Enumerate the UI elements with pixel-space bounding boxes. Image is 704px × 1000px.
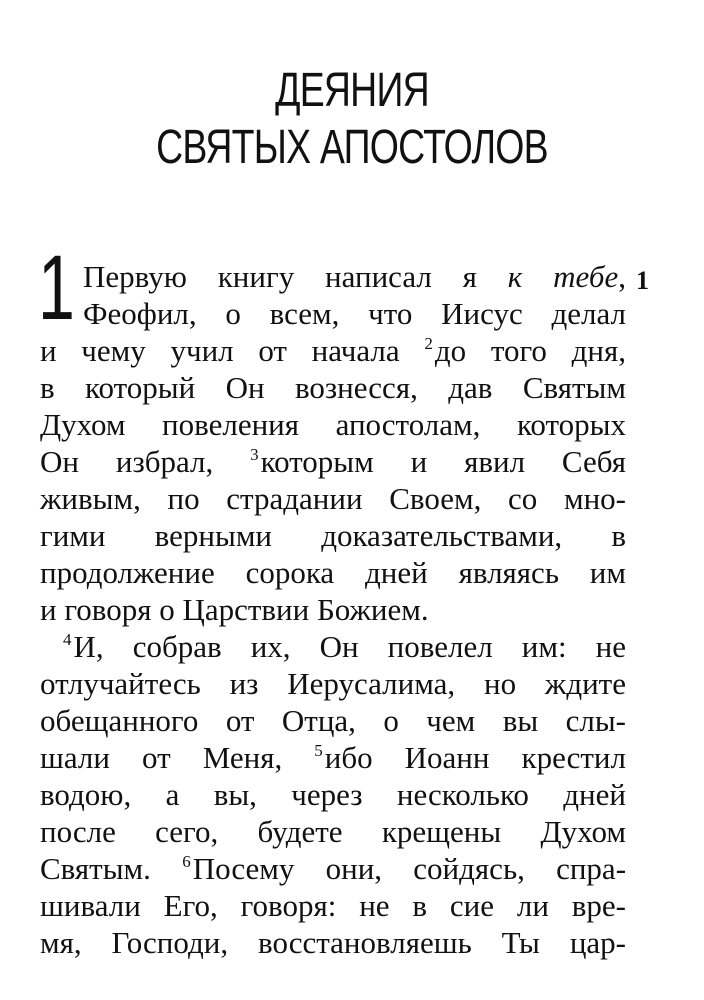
text-line: обещанного от Отца, о чем вы слы- — [40, 703, 626, 738]
italic-text-span: к тебе — [507, 259, 619, 294]
text-line: продолжение сорока дней являясь им — [40, 555, 626, 590]
margin-chapter-number: 1 — [636, 266, 649, 295]
verse-number: 5 — [314, 741, 323, 760]
text-line — [40, 850, 626, 892]
text-span: Посему они, сойдясь, спра- — [192, 851, 627, 886]
text-line: живым, по страдании Своем, со мно- — [40, 481, 626, 516]
text-line: мя, Господи, восстановляешь Ты цар- — [40, 925, 626, 960]
chapter-number: 1 — [38, 237, 75, 339]
text-span: Первую книгу написал я — [83, 259, 477, 294]
text-line — [40, 739, 626, 781]
text-line: в который Он вознесся, дав Святым — [40, 370, 626, 405]
text-line: Феофил, о всем, что Иисус делал — [83, 296, 626, 331]
text-line — [40, 443, 626, 485]
text-span: и чему учил от начала — [40, 333, 400, 368]
text-line: после сего, будете крещены Духом — [40, 814, 626, 849]
text-line: гими верными доказательствами, в — [40, 518, 626, 553]
text-span: Он избрал, — [40, 444, 214, 479]
verse-number: 4 — [63, 630, 72, 649]
text-line — [83, 258, 626, 295]
text-span: шали от Меня, — [40, 740, 283, 775]
text-line: водою, а вы, через несколько дней — [40, 777, 626, 812]
text-span: которым и явил Себя — [260, 444, 626, 479]
text-line — [63, 628, 626, 670]
verse-number: 3 — [250, 445, 259, 464]
text-line — [40, 332, 626, 374]
text-line: Духом повеления апостолам, которых — [40, 407, 626, 442]
book-title-line-1: ДЕЯНИЯ — [275, 64, 429, 117]
text-line: и говоря о Царствии Божием. — [40, 592, 429, 627]
text-span: ибо Иоанн крестил — [324, 740, 626, 775]
text-span: И, собрав их, Он повелел им: не — [73, 629, 626, 664]
text-span: Святым. — [40, 851, 151, 886]
text-line: отлучайтесь из Иерусалима, но ждите — [40, 666, 626, 701]
verse-number: 6 — [182, 852, 191, 871]
text-span: , — [618, 259, 626, 294]
verse-number: 2 — [424, 334, 433, 353]
text-line: шивали Его, говоря: не в сие ли вре- — [40, 888, 626, 923]
text-span: до того дня, — [434, 333, 626, 368]
book-title-line-2: СВЯТЫХ АПОСТОЛОВ — [156, 121, 548, 174]
